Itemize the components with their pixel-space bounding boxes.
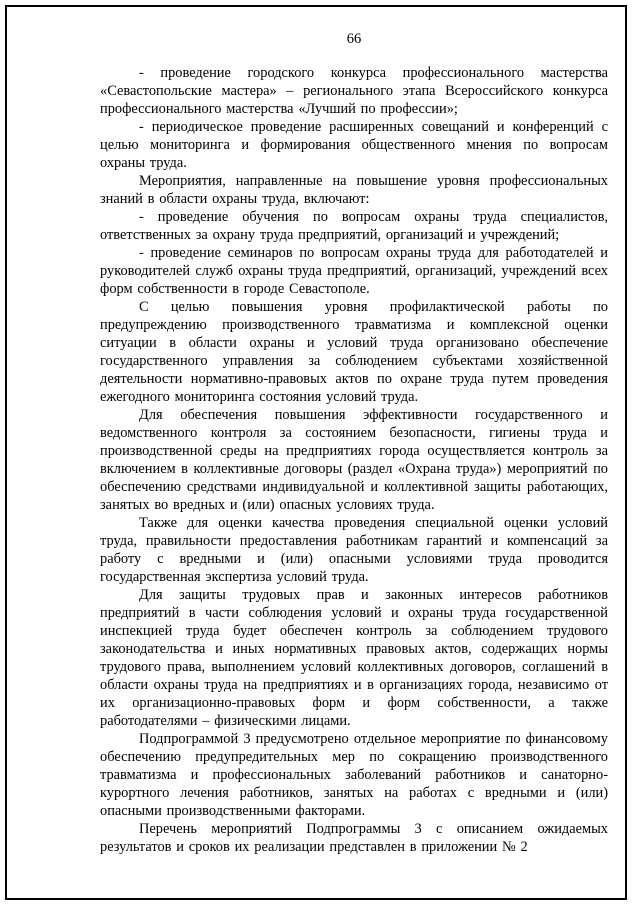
paragraph: Для защиты трудовых прав и законных интересов работников предприятий в части соблюдения условий и охраны труда государственной инспекцией труда будет обеспечен контроль за соблюдением трудового законодательства и иных нормативных правовых актов, содержащих нормы трудового права, выполнением условий коллективных договоров, соглашений в области охраны труда на предприятиях и в организациях города, независимо от их организационно-правовых форм и форм собственности, а также работодателями – физическими лицами. bbox=[100, 587, 608, 729]
paragraph: Также для оценки качества проведения специальной оценки условий труда, правильности предоставления работникам гарантий и компенсаций за работу с вредными и (или) опасными условиями труда проводится государственная экспертиза условий труда. bbox=[100, 515, 608, 585]
page-number: 66 bbox=[346, 31, 362, 47]
paragraph: Перечень мероприятий Подпрограммы 3 с описанием ожидаемых результатов и сроков их реализации представлен в приложении № 2 bbox=[100, 821, 608, 855]
paragraph: Подпрограммой 3 предусмотрено отдельное мероприятие по финансовому обеспечению предупредительных мер по сокращению производственного травматизма и профессиональных заболеваний работников и санаторно-курортного лечения работников, занятых на работах с вредными и (или) опасными производственными факторами. bbox=[100, 731, 608, 819]
paragraph: - периодическое проведение расширенных совещаний и конференций с целью мониторинга и формирования общественного мнения по вопросам охраны труда. bbox=[100, 119, 608, 171]
page-content bbox=[100, 30, 608, 856]
document-body bbox=[100, 64, 608, 856]
paragraph: С целью повышения уровня профилактической работы по предупреждению производственного травматизма и комплексной оценки ситуации в области охраны и условий труда организовано обеспечение государственного управления за соблюдением субъектами хозяйственной деятельности нормативно-правовых актов по охране труда путем проведения ежегодного мониторинга состояния условий труда. bbox=[100, 299, 608, 405]
paragraph: - проведение обучения по вопросам охраны труда специалистов, ответственных за охрану труда предприятий, организаций и учреждений; bbox=[100, 209, 608, 243]
paragraph: - проведение семинаров по вопросам охраны труда для работодателей и руководителей служб охраны труда предприятий, организаций, учреждений всех форм собственности в городе Севастополе. bbox=[100, 245, 608, 297]
paragraph: - проведение городского конкурса профессионального мастерства «Севастопольские мастера» – регионального этапа Всероссийского конкурса профессионального мастерства «Лучший по профессии»; bbox=[100, 65, 608, 117]
paragraph: Мероприятия, направленные на повышение уровня профессиональных знаний в области охраны труда, включают: bbox=[100, 173, 608, 207]
paragraph: Для обеспечения повышения эффективности государственного и ведомственного контроля за состоянием безопасности, гигиены труда и производственной среды на предприятиях города осуществляется контроль за включением в коллективные договоры (раздел «Охрана труда») мероприятий по обеспечению средствами индивидуальной и коллективной защиты работающих, занятых во вредных и (или) опасных условиях труда. bbox=[100, 407, 608, 513]
